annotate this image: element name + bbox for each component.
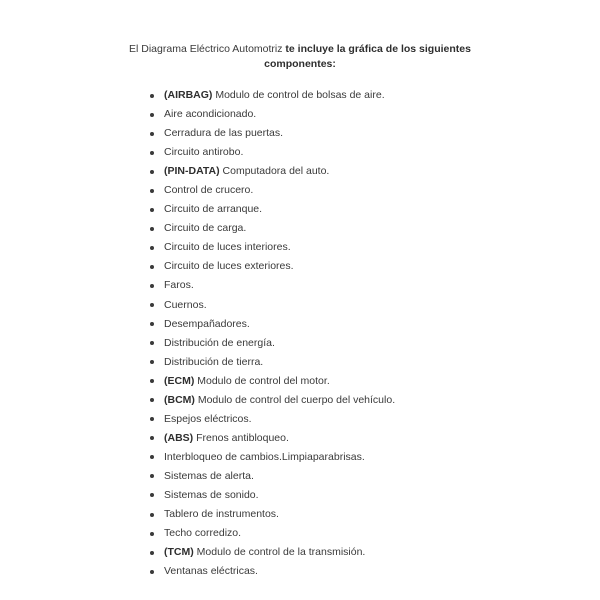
list-item <box>147 353 395 372</box>
intro-line-1 <box>0 42 600 57</box>
bullet-icon <box>150 265 154 269</box>
component-description: Distribución de tierra. <box>164 355 264 368</box>
bullet-icon <box>150 341 154 345</box>
component-description: Espejos eléctricos. <box>164 412 252 425</box>
component-description: Distribución de energía. <box>164 336 275 349</box>
component-code: (ECM) <box>164 374 195 387</box>
bullet-icon <box>150 227 154 231</box>
component-code: (BCM) <box>164 393 195 406</box>
component-description: Sistemas de sonido. <box>164 488 259 501</box>
list-item <box>147 200 395 219</box>
component-code: (PIN-DATA) <box>164 165 220 178</box>
component-description: Ventanas eléctricas. <box>164 565 258 578</box>
component-description: Techo corredizo. <box>164 527 242 540</box>
bullet-icon <box>150 151 154 155</box>
intro-normal-text: El Diagrama Eléctrico Automotriz <box>129 43 286 55</box>
bullet-icon <box>150 246 154 250</box>
bullet-icon <box>150 417 154 421</box>
list-item <box>147 562 395 581</box>
component-description: Cuernos. <box>164 298 207 311</box>
component-description: Faros. <box>164 279 194 292</box>
bullet-icon <box>150 532 154 536</box>
bullet-icon <box>150 551 154 555</box>
list-item <box>147 429 395 448</box>
bullet-icon <box>150 303 154 307</box>
intro-bold-text-2: componentes: <box>264 58 336 70</box>
component-description: Sistemas de alerta. <box>164 469 254 482</box>
component-description: Circuito antirobo. <box>164 146 244 159</box>
list-item <box>147 543 395 562</box>
bullet-icon <box>150 208 154 212</box>
bullet-icon <box>150 322 154 326</box>
component-description: Cerradura de las puertas. <box>164 127 284 140</box>
component-description: Control de crucero. <box>164 184 254 197</box>
bullet-icon <box>150 284 154 288</box>
component-description: Desempañadores. <box>164 317 250 330</box>
bullet-icon <box>150 113 154 117</box>
component-description: Frenos antibloqueo. <box>193 431 289 444</box>
list-item <box>147 486 395 505</box>
bullet-icon <box>150 513 154 517</box>
list-item <box>147 124 395 143</box>
component-description: Interbloqueo de cambios.Limpiaparabrisas. <box>164 450 365 463</box>
component-description: Computadora del auto. <box>219 165 330 178</box>
component-code: (TCM) <box>164 546 194 559</box>
bullet-icon <box>150 474 154 478</box>
list-item <box>147 181 395 200</box>
list-item <box>147 238 395 257</box>
bullet-icon <box>150 493 154 497</box>
component-description: Aire acondicionado. <box>164 108 257 121</box>
bullet-icon <box>150 379 154 383</box>
component-description: Modulo de control de la transmisión. <box>193 546 366 559</box>
intro-line-2 <box>0 57 600 72</box>
component-code: (ABS) <box>164 431 194 444</box>
bullet-icon <box>150 398 154 402</box>
component-description: Circuito de arranque. <box>164 203 263 216</box>
bullet-icon <box>150 455 154 459</box>
list-item <box>147 315 395 334</box>
bullet-icon <box>150 570 154 574</box>
list-item <box>147 524 395 543</box>
component-description: Circuito de luces exteriores. <box>164 260 294 273</box>
bullet-icon <box>150 436 154 440</box>
list-item <box>147 276 395 295</box>
list-item <box>147 391 395 410</box>
component-description: Circuito de luces interiores. <box>164 241 291 254</box>
list-item <box>147 86 395 105</box>
list-item <box>147 505 395 524</box>
component-description: Circuito de carga. <box>164 222 247 235</box>
list-item <box>147 448 395 467</box>
list-item <box>147 219 395 238</box>
list-item <box>147 334 395 353</box>
intro-paragraph <box>0 42 600 72</box>
bullet-icon <box>150 360 154 364</box>
list-item <box>147 257 395 276</box>
bullet-icon <box>150 132 154 136</box>
list-item <box>147 143 395 162</box>
component-description: Modulo de control del motor. <box>194 374 330 387</box>
component-description: Modulo de control del cuerpo del vehículo. <box>194 393 396 406</box>
component-description: Tablero de instrumentos. <box>164 508 279 521</box>
list-item <box>147 372 395 391</box>
component-description: Modulo de control de bolsas de aire. <box>212 89 385 101</box>
bullet-icon <box>150 189 154 193</box>
bullet-icon <box>150 94 154 98</box>
list-item <box>147 410 395 429</box>
component-list <box>147 86 395 581</box>
list-item <box>147 296 395 315</box>
intro-bold-text-1: te incluye la gráfica de los siguientes <box>285 43 471 55</box>
list-item <box>147 162 395 181</box>
list-item <box>147 105 395 124</box>
list-item <box>147 467 395 486</box>
component-code: (AIRBAG) <box>164 89 213 101</box>
bullet-icon <box>150 170 154 174</box>
